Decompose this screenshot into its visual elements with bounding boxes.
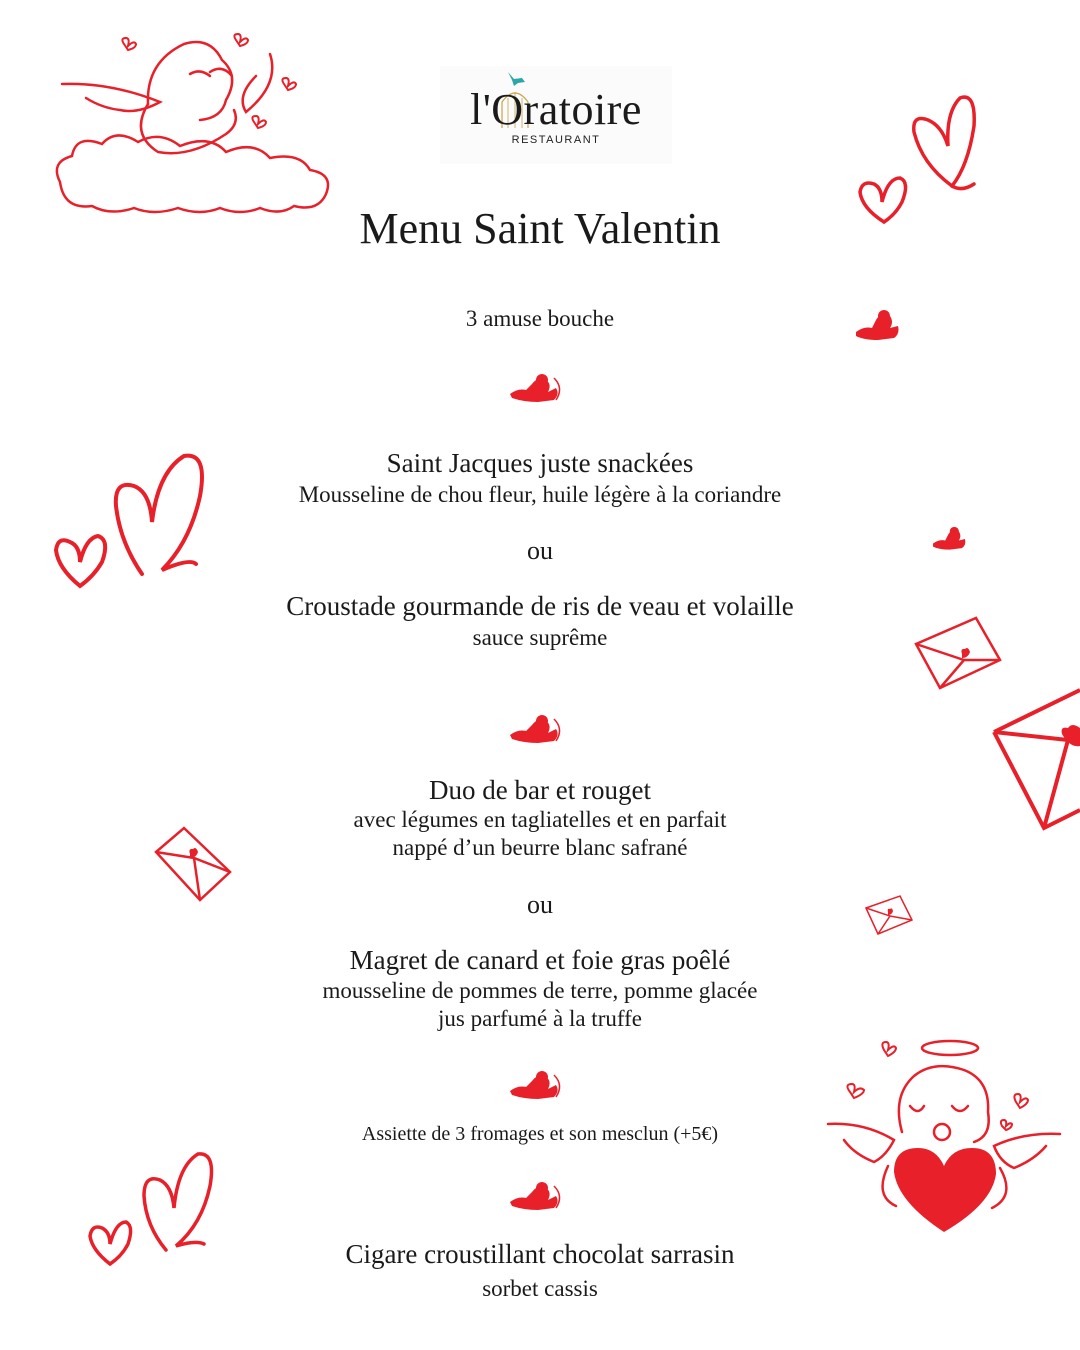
cupid-divider-icon xyxy=(508,1180,564,1212)
starter-1-name: Saint Jacques juste snackées xyxy=(386,448,694,478)
main-or: ou xyxy=(527,890,553,919)
cherub-with-heart-icon xyxy=(824,1036,1064,1236)
cupid-on-cloud-icon xyxy=(50,34,335,216)
logo-wordmark: l'Oratoire xyxy=(470,85,642,134)
envelope-icon xyxy=(864,894,914,936)
hearts-outline-icon xyxy=(50,446,210,596)
main-2-name: Magret de canard et foie gras poêlé xyxy=(349,945,731,975)
cupid-small-icon xyxy=(930,520,968,558)
cupid-divider-icon xyxy=(508,1069,564,1101)
starter-2-name: Croustade gourmande de ris de veau et volaille xyxy=(286,591,794,621)
main-2-desc-1: mousseline de pommes de terre, pomme glacée xyxy=(322,978,758,1003)
cupid-divider-icon xyxy=(508,713,564,745)
starter-2-desc: sauce suprême xyxy=(472,625,608,650)
main-1-desc-2: nappé d’un beurre blanc safrané xyxy=(392,835,688,860)
main-1-desc-1: avec légumes en tagliatelles et en parfait xyxy=(353,807,727,832)
cheese-option: Assiette de 3 fromages et son mesclun (+5€) xyxy=(361,1123,719,1145)
envelope-icon xyxy=(914,614,1002,690)
envelope-icon xyxy=(992,688,1080,830)
logo-tagline: RESTAURANT xyxy=(511,134,601,146)
cupid-small-icon xyxy=(852,306,902,346)
hearts-outline-icon xyxy=(852,86,982,236)
restaurant-logo xyxy=(440,66,672,164)
page-title: Menu Saint Valentin xyxy=(359,204,721,253)
main-2-desc-2: jus parfumé à la truffe xyxy=(438,1006,642,1031)
dessert-name: Cigare croustillant chocolat sarrasin xyxy=(345,1239,735,1269)
starter-1-desc: Mousseline de chou fleur, huile légère à la coriandre xyxy=(298,482,782,507)
dessert-desc: sorbet cassis xyxy=(482,1276,598,1301)
cupid-divider-icon xyxy=(508,372,564,404)
hearts-outline-icon xyxy=(86,1140,216,1270)
starter-or: ou xyxy=(527,536,553,565)
envelope-icon xyxy=(154,826,232,902)
amuse-bouche: 3 amuse bouche xyxy=(465,306,615,331)
main-1-name: Duo de bar et rouget xyxy=(429,775,651,805)
